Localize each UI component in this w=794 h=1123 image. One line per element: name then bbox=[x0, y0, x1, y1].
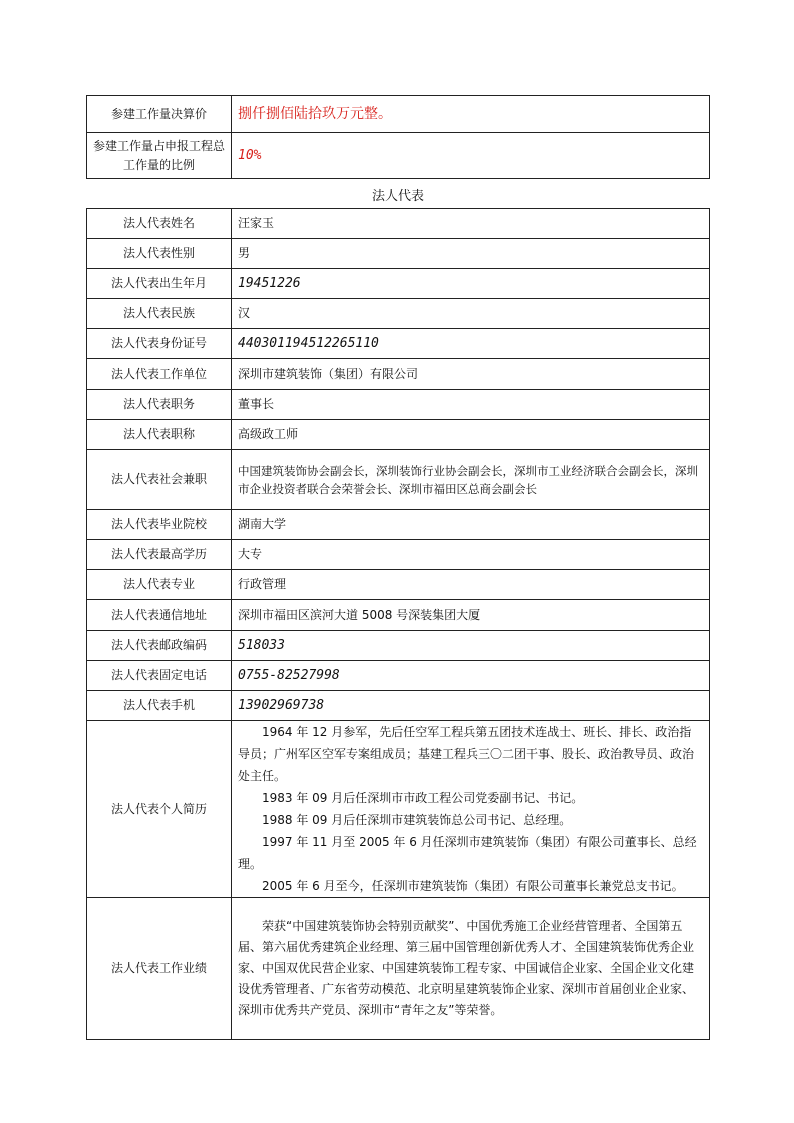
table-row bbox=[87, 420, 710, 450]
field-label: 法人代表个人简历 bbox=[87, 721, 232, 898]
field-label: 法人代表通信地址 bbox=[87, 600, 232, 631]
field-label: 法人代表社会兼职 bbox=[87, 450, 232, 510]
field-value: 湖南大学 bbox=[232, 510, 710, 540]
field-label: 法人代表手机 bbox=[87, 691, 232, 721]
table-row bbox=[87, 133, 710, 179]
investment-table bbox=[86, 95, 710, 179]
field-value: 汪家玉 bbox=[232, 209, 710, 239]
table-row bbox=[87, 299, 710, 329]
table-row bbox=[87, 239, 710, 269]
table-row bbox=[87, 510, 710, 540]
field-value: 518033 bbox=[232, 631, 710, 661]
table-row bbox=[87, 600, 710, 631]
table-row bbox=[87, 359, 710, 390]
table-row bbox=[87, 691, 710, 721]
table-row bbox=[87, 209, 710, 239]
field-value: 大专 bbox=[232, 540, 710, 570]
field-label: 法人代表工作单位 bbox=[87, 359, 232, 390]
field-value: 董事长 bbox=[232, 390, 710, 420]
field-value: 捌仟捌佰陆拾玖万元整。 bbox=[232, 96, 710, 133]
table-row bbox=[87, 450, 710, 510]
field-value: 深圳市福田区滨河大道 5008 号深装集团大厦 bbox=[232, 600, 710, 631]
table-row bbox=[87, 570, 710, 600]
table-row bbox=[87, 329, 710, 359]
resume-paragraph: 1997 年 11 月至 2005 年 6 月任深圳市建筑装饰（集团）有限公司董事长、总经理。 bbox=[238, 835, 697, 871]
field-label: 法人代表民族 bbox=[87, 299, 232, 329]
field-label: 法人代表最高学历 bbox=[87, 540, 232, 570]
field-label: 法人代表性别 bbox=[87, 239, 232, 269]
field-label: 法人代表工作业绩 bbox=[87, 898, 232, 1040]
table-row bbox=[87, 898, 710, 1040]
table-row bbox=[87, 96, 710, 133]
field-value: 汉 bbox=[232, 299, 710, 329]
field-label: 法人代表职务 bbox=[87, 390, 232, 420]
field-value: 10% bbox=[232, 133, 710, 179]
field-label: 法人代表出生年月 bbox=[87, 269, 232, 299]
field-label: 参建工作量占申报工程总工作量的比例 bbox=[87, 133, 232, 179]
field-label: 法人代表毕业院校 bbox=[87, 510, 232, 540]
resume-content bbox=[232, 721, 710, 898]
legal-representative-table bbox=[86, 208, 710, 1040]
resume-paragraph: 1983 年 09 月后任深圳市市政工程公司党委副书记、书记。 bbox=[262, 791, 584, 805]
field-value: 高级政工师 bbox=[232, 420, 710, 450]
table-row bbox=[87, 721, 710, 898]
table-row bbox=[87, 631, 710, 661]
table-row bbox=[87, 661, 710, 691]
field-label: 法人代表职称 bbox=[87, 420, 232, 450]
field-label: 参建工作量决算价 bbox=[87, 96, 232, 133]
resume-paragraph: 1964 年 12 月参军，先后任空军工程兵第五团技术连战士、班长、排长、政治指导员；广州军区空军专案组成员；基建工程兵三〇二团干事、股长、政治教导员、政治处主任。 bbox=[238, 725, 695, 783]
field-value: 男 bbox=[232, 239, 710, 269]
field-label: 法人代表专业 bbox=[87, 570, 232, 600]
field-label: 法人代表固定电话 bbox=[87, 661, 232, 691]
field-value: 中国建筑装饰协会副会长，深圳装饰行业协会副会长，深圳市工业经济联合会副会长，深圳市企业投资者联合会荣誉会长、深圳市福田区总商会副会长 bbox=[232, 450, 710, 510]
achievements-paragraph: 荣获“中国建筑装饰协会特别贡献奖”、中国优秀施工企业经营管理者、全国第五届、第六届优秀建筑企业经理、第三届中国管理创新优秀人才、全国建筑装饰优秀企业家、中国双优民营企业家、中国建筑装饰工程专家、中国诚信企业家、全国企业文化建设优秀管理者、广东省劳动模范、北京明星建筑装饰企业家、深圳市首届创业企业家、深圳市优秀共产党员、深圳市“青年之友”等荣誉。 bbox=[238, 919, 695, 1017]
field-value: 440301194512265110 bbox=[232, 329, 710, 359]
table-row bbox=[87, 390, 710, 420]
field-label: 法人代表姓名 bbox=[87, 209, 232, 239]
field-value: 行政管理 bbox=[232, 570, 710, 600]
achievements-content bbox=[232, 898, 710, 1040]
field-value: 19451226 bbox=[232, 269, 710, 299]
field-value: 13902969738 bbox=[232, 691, 710, 721]
field-label: 法人代表邮政编码 bbox=[87, 631, 232, 661]
section-title: 法人代表 bbox=[371, 189, 424, 204]
resume-paragraph: 1988 年 09 月后任深圳市建筑装饰总公司书记、总经理。 bbox=[262, 813, 572, 827]
field-label: 法人代表身份证号 bbox=[87, 329, 232, 359]
field-value: 深圳市建筑装饰（集团）有限公司 bbox=[232, 359, 710, 390]
table-row bbox=[87, 540, 710, 570]
field-value: 0755-82527998 bbox=[232, 661, 710, 691]
resume-paragraph: 2005 年 6 月至今，任深圳市建筑装饰（集团）有限公司董事长兼党总支书记。 bbox=[262, 879, 684, 893]
table-row bbox=[87, 269, 710, 299]
